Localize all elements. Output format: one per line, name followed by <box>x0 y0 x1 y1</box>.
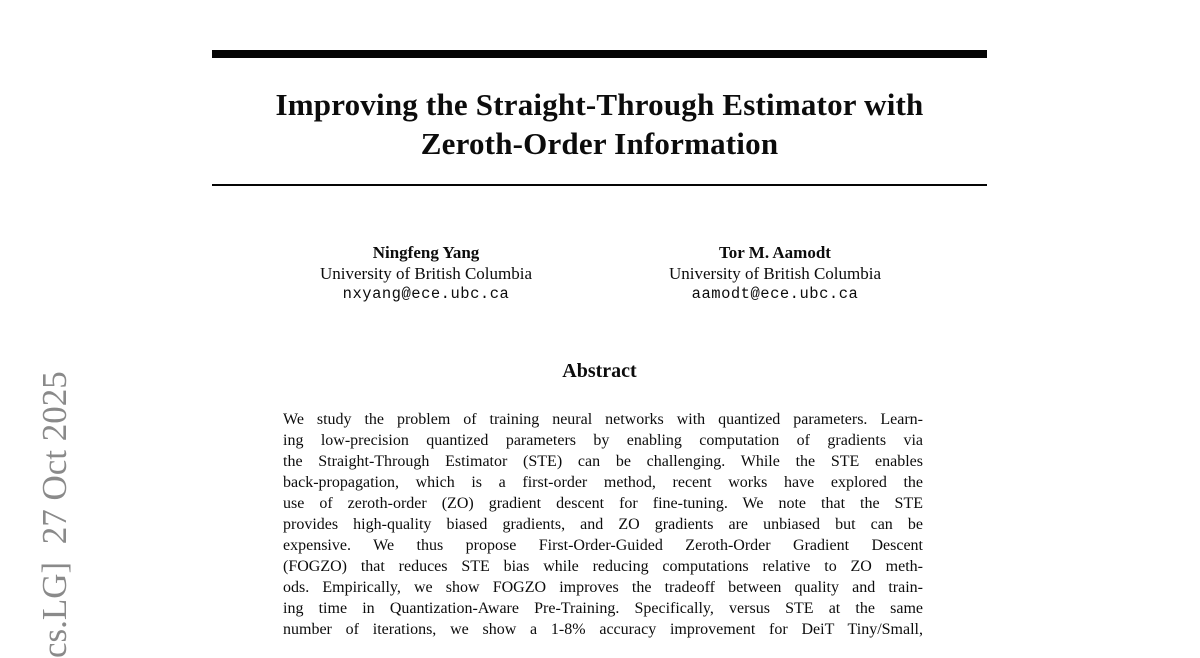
author-name: Ningfeng Yang <box>372 243 480 262</box>
author-email: nxyang@ece.ubc.ca <box>342 285 510 303</box>
author-name: Tor M. Aamodt <box>719 243 831 262</box>
abstract-line: We study the problem of training neural networks with quantized parameters. Learn- <box>283 411 923 428</box>
author-affiliation: University of British Columbia <box>319 264 533 283</box>
page-title-line-1: Improving the Straight-Through Estimator with <box>275 87 924 122</box>
arxiv-watermark: cs.LG] 27 Oct 2025 <box>35 371 74 658</box>
author-block-1 <box>276 242 576 305</box>
abstract-heading: Abstract <box>562 360 637 382</box>
abstract-line: ing low-precision quantized parameters by enabling computation of gradients via <box>283 432 923 449</box>
author-affiliation: University of British Columbia <box>668 264 882 283</box>
page-title <box>212 85 987 163</box>
abstract-line: the Straight-Through Estimator (STE) can be challenging. While the STE enables <box>283 453 923 470</box>
abstract-line: back-propagation, which is a first-order method, recent works have explored the <box>283 474 923 491</box>
abstract-line: use of zeroth-order (ZO) gradient descent for fine-tuning. We note that the STE <box>283 495 923 512</box>
abstract-line: (FOGZO) that reduces STE bias while reducing computations relative to ZO meth- <box>283 558 923 575</box>
author-email: aamodt@ece.ubc.ca <box>691 285 859 303</box>
author-block-2 <box>625 242 925 305</box>
abstract-line: ods. Empirically, we show FOGZO improves the tradeoff between quality and train- <box>283 579 923 596</box>
title-rule-bottom <box>212 184 987 186</box>
abstract-line: ing time in Quantization-Aware Pre-Training. Specifically, versus STE at the same <box>283 600 923 617</box>
abstract-line: provides high-quality biased gradients, and ZO gradients are unbiased but can be <box>283 516 923 533</box>
page-title-line-2: Zeroth-Order Information <box>420 126 779 161</box>
abstract-text <box>283 409 923 640</box>
abstract-line: expensive. We thus propose First-Order-Guided Zeroth-Order Gradient Descent <box>283 537 923 554</box>
abstract-line: number of iterations, we show a 1-8% accuracy improvement for DeiT Tiny/Small, <box>283 621 923 638</box>
title-rule-top <box>212 50 987 58</box>
